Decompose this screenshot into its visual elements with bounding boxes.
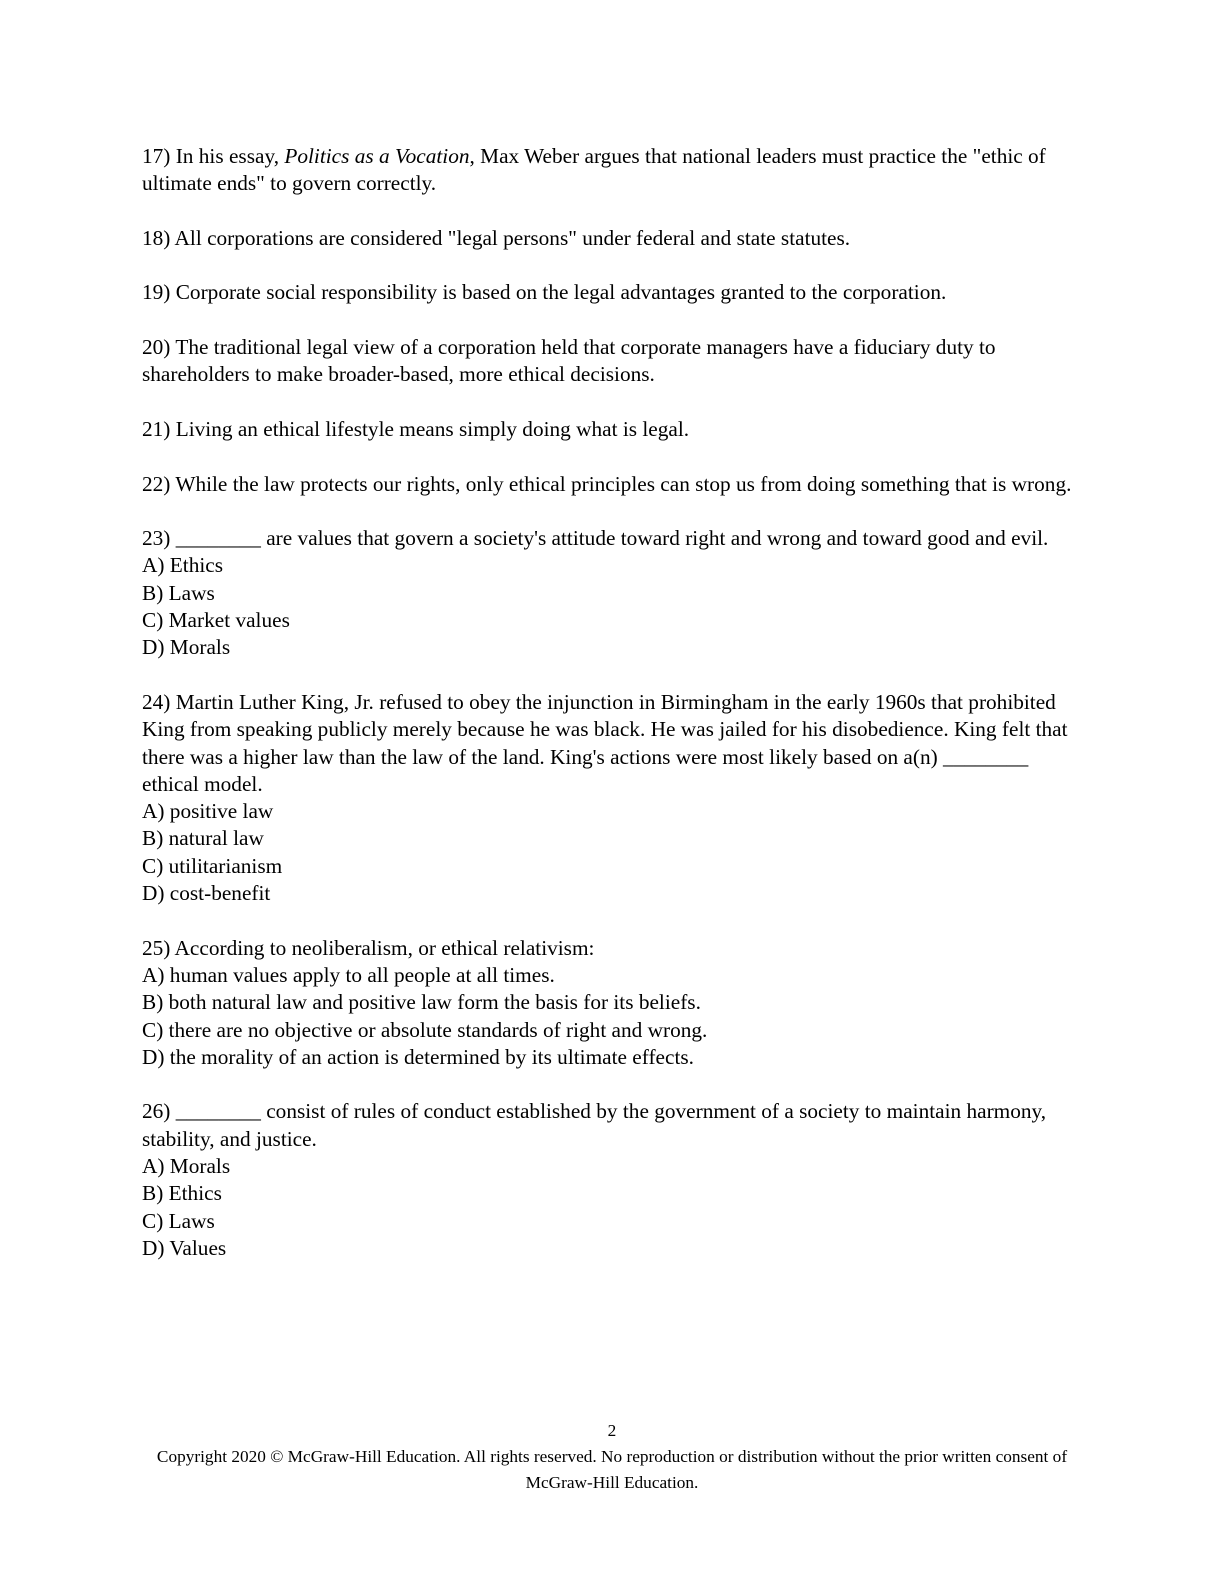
option-b: B) both natural law and positive law form the basis for its beliefs. [142,990,701,1015]
question-26 [142,1098,1082,1262]
question-20-text [142,334,1082,389]
option-d: D) Morals [142,635,231,660]
question-25-text [142,935,1082,962]
question-26-text [142,1098,1082,1153]
question-number: 20) [142,335,171,360]
question-number: 22) [142,471,171,496]
question-22 [142,471,1082,498]
question-18-text [142,225,1082,252]
question-17-text [142,143,1082,198]
option-a: A) positive law [142,799,274,824]
option-a: A) Ethics [142,553,224,578]
option-a: A) Morals [142,1153,231,1178]
question-text: ________ are values that govern a society's attitude toward right and wrong and toward good and evil. [175,526,1049,551]
copyright-notice: Copyright 2020 © McGraw-Hill Education. All rights reserved. No reproduction or distribution without the prior written consent of McGraw-Hill Education. [156,1447,1068,1492]
question-18 [142,225,1082,252]
question-20 [142,334,1082,389]
question-number: 18) [142,225,171,250]
option-d: D) Values [142,1235,227,1260]
question-24-text [142,689,1082,798]
question-number: 25) [142,935,171,960]
option-c: C) there are no objective or absolute standards of right and wrong. [142,1017,708,1042]
question-21-text [142,416,1082,443]
option-d: D) the morality of an action is determined by its ultimate effects. [142,1044,694,1069]
question-19 [142,279,1082,306]
question-text-lead: In his essay, [175,144,285,168]
question-text: The traditional legal view of a corporation held that corporate managers have a fiduciary duty to shareholders to make broader-based, more ethical decisions. [142,335,996,387]
question-22-text [142,471,1082,498]
question-25 [142,935,1082,1071]
option-c: C) Market values [142,608,290,633]
question-number: 24) [142,689,171,714]
option-b: B) natural law [142,826,264,851]
option-c: C) Laws [142,1208,215,1233]
question-text: According to neoliberalism, or ethical relativism: [174,935,595,960]
question-24 [142,689,1082,907]
question-text: While the law protects our rights, only ethical principles can stop us from doing something that is wrong. [175,471,1072,496]
question-19-text [142,279,1082,306]
question-number: 26) [142,1099,171,1124]
question-text: Martin Luther King, Jr. refused to obey the injunction in Birmingham in the early 1960s that prohibited King from speaking publicly merely because he was black. He was jailed for his disobedience. King felt that there was a higher law than the law of the land. King's actions were most likely based on a(n) ________ ethical model. [142,689,1068,796]
question-21 [142,416,1082,443]
option-b: B) Laws [142,580,215,605]
question-23 [142,525,1082,661]
option-b: B) Ethics [142,1181,222,1206]
question-number: 21) [142,416,171,441]
question-text: ________ consist of rules of conduct established by the government of a society to maintain harmony, stability, and justice. [142,1099,1047,1151]
page-number: 2 [607,1421,617,1440]
question-text: Corporate social responsibility is based on the legal advantages granted to the corporation. [175,280,947,305]
option-a: A) human values apply to all people at all times. [142,962,555,987]
question-number: 17) [142,144,171,168]
page-footer [0,1418,1224,1496]
question-text: Living an ethical lifestyle means simply doing what is legal. [175,416,690,441]
essay-title: Politics as a Vocation [284,144,470,168]
question-17 [142,143,1082,198]
question-23-text [142,525,1082,552]
question-text: All corporations are considered "legal persons" under federal and state statutes. [174,225,851,250]
option-d: D) cost-benefit [142,881,271,906]
question-number: 19) [142,280,171,305]
question-text-rest: , Max Weber argues that national leaders must practice the "ethic of ultimate ends" to govern correctly. [142,144,1046,196]
question-number: 23) [142,526,171,551]
page-content [142,143,1082,1289]
option-c: C) utilitarianism [142,853,283,878]
